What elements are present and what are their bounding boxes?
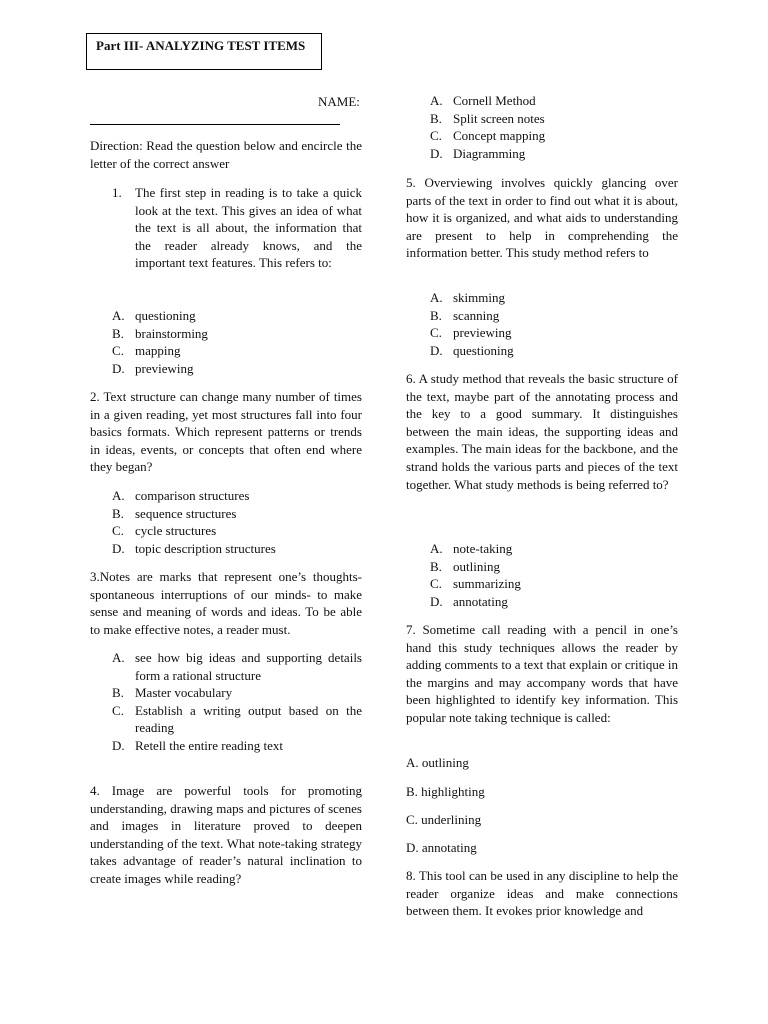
option-4d[interactable]: D. Diagramming <box>430 145 526 161</box>
question-6-options <box>430 540 678 610</box>
question-4-text: 4. Image are powerful tools for promoting understanding, drawing maps and pictures of scenes and images in literature proved to deepen understanding of the text. What note-taking strategy takes advantage of reader’s natural inclination to create images while reading? <box>90 783 362 886</box>
option-1d[interactable]: D. previewing <box>112 360 194 376</box>
page-title: Part III- ANALYZING TEST ITEMS <box>96 38 306 53</box>
option-2b[interactable]: B. sequence structures <box>112 505 237 521</box>
option-5c[interactable]: C. previewing <box>430 325 512 341</box>
question-1 <box>112 184 362 272</box>
question-4-options <box>430 92 678 162</box>
option-3b[interactable]: B. Master vocabulary <box>112 685 233 701</box>
question-3-text: 3.Notes are marks that represent one’s thoughts-spontaneous interruptions of our minds- to make sense and meaning of words and ideas. To be able to make effective notes, a reader must. <box>90 569 362 637</box>
question-5-options <box>430 289 678 359</box>
option-1b[interactable]: B. brainstorming <box>112 325 208 341</box>
option-2c[interactable]: C. cycle structures <box>112 523 217 539</box>
option-5d[interactable]: D. questioning <box>430 342 514 358</box>
name-label: NAME: <box>318 94 360 109</box>
title-box <box>86 33 322 70</box>
option-5a[interactable]: A. skimming <box>430 290 506 305</box>
question-6-text: 6. A study method that reveals the basic structure of the text, maybe part of the annotating process and the key to a good summary. It distinguishes between the main ideas, the supporting ideas and examples. The main ideas for the backbone, and the strand holds the various parts and pieces of the text together. What study methods is being referred to? <box>406 371 678 492</box>
option-4a[interactable]: A. Cornell Method <box>430 93 536 108</box>
question-1-text: The first step in reading is to take a quick look at the text. This gives an idea of what the text is all about, the information that the reader already knows, and the important text features. This refers to: <box>135 185 362 271</box>
question-8-text: 8. This tool can be used in any discipline to help the reader organize ideas and make connections between them. It evokes prior knowledge and <box>406 868 678 919</box>
question-2-options <box>112 487 362 557</box>
direction-text: Direction: Read the question below and encircle the letter of the correct answer <box>90 138 362 171</box>
question-3-options <box>112 649 362 755</box>
option-7c[interactable]: C. underlining <box>406 812 482 827</box>
option-2d[interactable]: D. topic description structures <box>112 540 276 556</box>
name-line <box>90 124 340 125</box>
option-2a[interactable]: A. comparison structures <box>112 488 250 503</box>
question-2-text: 2. Text structure can change many number of times in a given reading, yet most structures fall into four basics formats. Which represent patterns or trends in ideas, events, or concepts that often end where they began? <box>90 389 362 475</box>
question-7-text: 7. Sometime call reading with a pencil in one’s hand this study techniques allows the reader by adding comments to a text that explain or critique in the margins and may accompany words that have been highlighted to identify key information. This popular note taking technique is called: <box>406 622 678 725</box>
option-7a[interactable]: A. outlining <box>406 755 469 770</box>
option-4c[interactable]: C. Concept mapping <box>430 128 546 144</box>
option-3d[interactable]: D. Retell the entire reading text <box>112 737 283 753</box>
option-1c[interactable]: C. mapping <box>112 343 181 359</box>
question-1-options <box>112 307 362 377</box>
question-1-number: 1. <box>112 185 122 200</box>
option-6a[interactable]: A. note-taking <box>430 541 513 556</box>
option-7d[interactable]: D. annotating <box>406 840 477 855</box>
option-1a[interactable]: A. questioning <box>112 308 196 323</box>
option-6d[interactable]: D. annotating <box>430 593 508 609</box>
option-6b[interactable]: B. outlining <box>430 558 500 574</box>
option-4b[interactable]: B. Split screen notes <box>430 110 545 126</box>
question-5-text: 5. Overviewing involves quickly glancing over parts of the text in order to find out what it is about, how it is organized, and what aids to understanding are present to help in comprehending the information better. This study method refers to <box>406 175 678 261</box>
option-3a[interactable]: A. see how big ideas and supporting details form a rational structure <box>112 650 362 683</box>
option-6c[interactable]: C. summarizing <box>430 576 521 592</box>
option-5b[interactable]: B. scanning <box>430 307 500 323</box>
option-7b[interactable]: B. highlighting <box>406 784 485 799</box>
option-3c[interactable]: C. Establish a writing output based on the reading <box>112 702 362 736</box>
